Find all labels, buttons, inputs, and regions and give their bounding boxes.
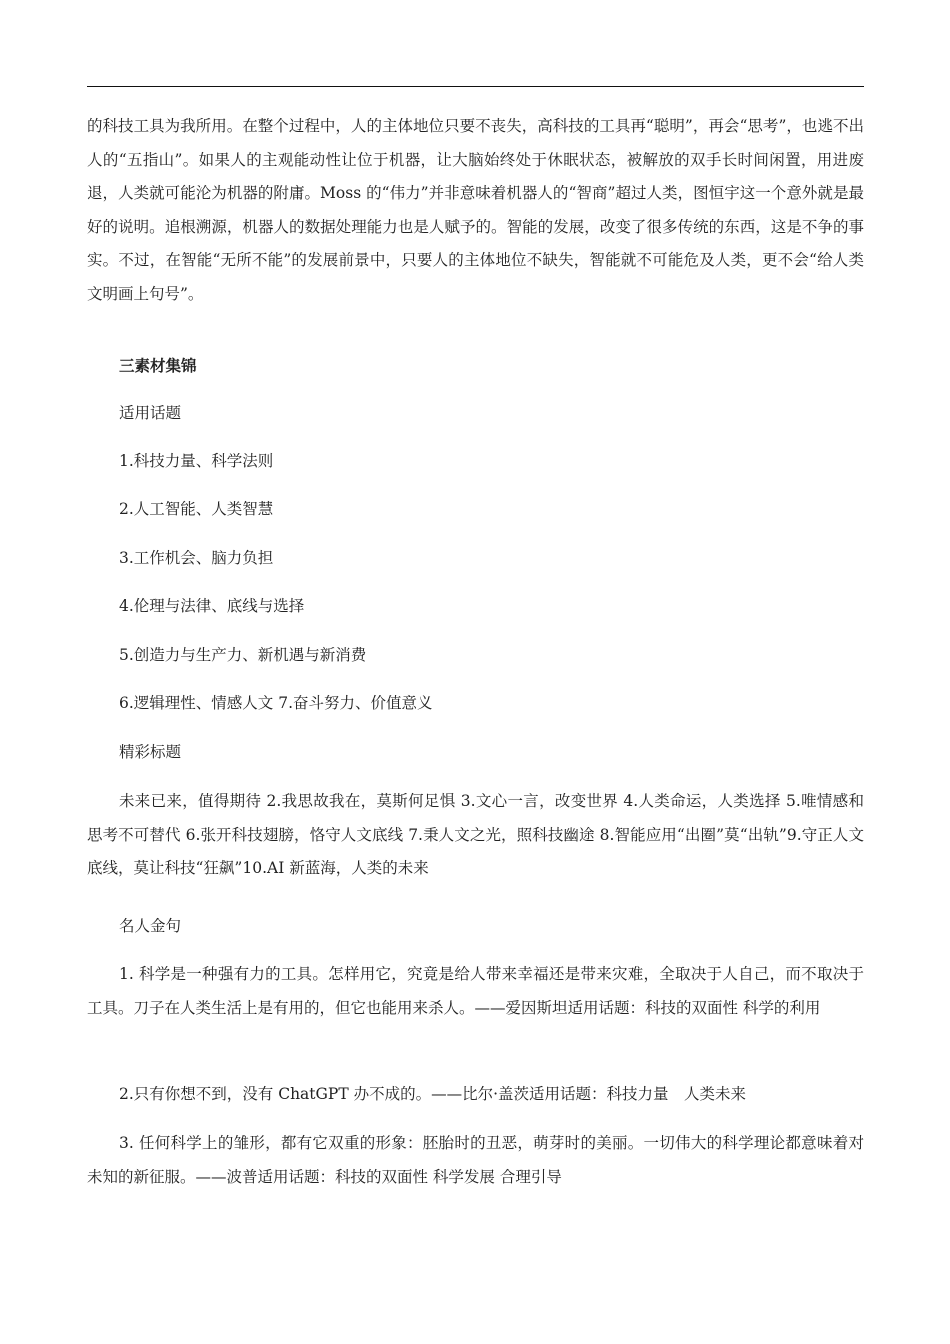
titles-label: 精彩标题 <box>119 743 182 761</box>
header-rule <box>87 86 864 87</box>
quote-item: 2.只有你想不到，没有 ChatGPT 办不成的。——比尔·盖茨适用话题：科技力量 人类未来 <box>119 1085 747 1103</box>
topics-label: 适用话题 <box>119 404 182 422</box>
topic-item: 1.科技力量、科学法则 <box>119 452 274 470</box>
titles-paragraph: 未来已来，值得期待 2.我思故我在，莫斯何足惧 3.文心一言，改变世界 4.人类命运，人类选择 5.唯情感和思考不可替代 6.张开科技翅膀，恪守人文底线 7.秉人文之光，照科技幽途 8.智能应用“出圈”莫“出轨”9.守正人文底线，莫让科技“狂飙”10.AI 新蓝海，人类的未来 <box>87 792 864 877</box>
quotes-label: 名人金句 <box>119 917 182 935</box>
topic-item: 2.人工智能、人类智慧 <box>119 500 274 518</box>
section-heading: 三素材集锦 <box>119 356 197 375</box>
topic-item: 3.工作机会、脑力负担 <box>119 549 274 567</box>
topic-item: 4.伦理与法律、底线与选择 <box>119 597 305 615</box>
topic-item: 6.逻辑理性、情感人文 7.奋斗努力、价值意义 <box>119 694 433 712</box>
topic-item: 5.创造力与生产力、新机遇与新消费 <box>119 646 367 664</box>
intro-paragraph: 的科技工具为我所用。在整个过程中，人的主体地位只要不丧失，高科技的工具再“聪明”，再会“思考”，也逃不出人的“五指山”。如果人的主观能动性让位于机器，让大脑始终处于休眠状态，被解放的双手长时间闲置，用进废退，人类就可能沦为机器的附庸。Moss 的“伟力”并非意味着机器人的“智商”超过人类，图恒宇这一个意外就是最好的说明。追根溯源，机器人的数据处理能力也是人赋予的。智能的发展，改变了很多传统的东西，这是不争的事实。不过，在智能“无所不能”的发展前景中，只要人的主体地位不缺失，智能就不可能危及人类，更不会“给人类文明画上句号”。 <box>87 117 864 303</box>
quote-item: 1. 科学是一种强有力的工具。怎样用它，究竟是给人带来幸福还是带来灾难，全取决于人自己，而不取决于工具。刀子在人类生活上是有用的，但它也能用来杀人。——爱因斯坦适用话题：科技的双面性 科学的利用 <box>87 965 864 1017</box>
quote-item: 3. 任何科学上的雏形，都有它双重的形象：胚胎时的丑恶，萌芽时的美丽。一切伟大的科学理论都意味着对未知的新征服。——波普适用话题：科技的双面性 科学发展 合理引导 <box>87 1134 864 1186</box>
